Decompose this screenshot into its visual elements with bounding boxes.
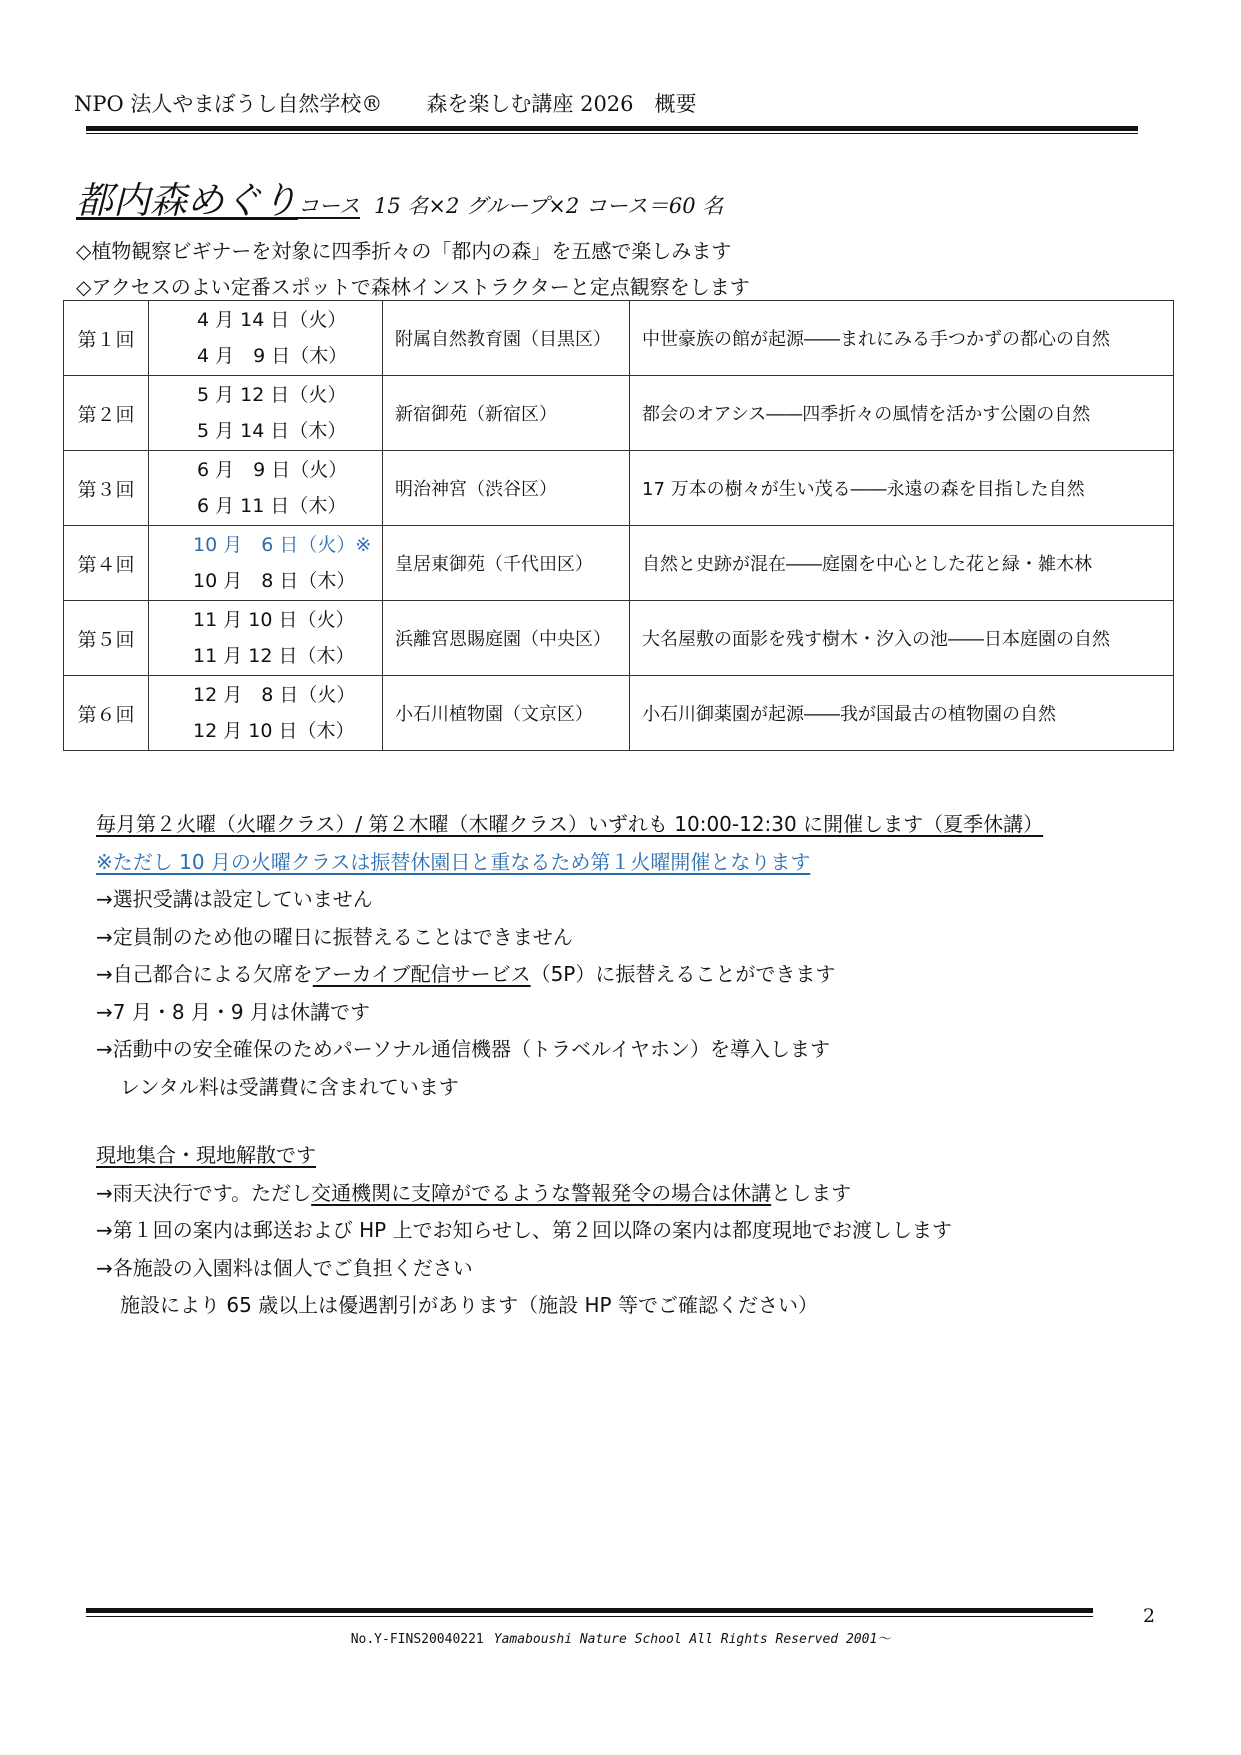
- note-line: →定員制のため他の曜日に振替えることはできません: [96, 924, 573, 949]
- course-title: [76, 170, 723, 224]
- session-description: 中世豪族の館が起源――まれにみる手つかずの都心の自然: [630, 301, 1174, 376]
- note-line: →第１回の案内は郵送および HP 上でお知らせし、第２回以降の案内は都度現地でお渡しします: [96, 1218, 952, 1242]
- session-number: 第５回: [64, 601, 149, 676]
- course-title-main: 都内森めぐり: [76, 179, 298, 222]
- session-dates: [149, 601, 383, 676]
- header-rule: [86, 126, 1138, 131]
- tuesday-date: 12 月 8 日（火）: [193, 684, 356, 706]
- session-description: 17 万本の樹々が生い茂る――永遠の森を目指した自然: [630, 451, 1174, 526]
- session-number: 第３回: [64, 451, 149, 526]
- tuesday-date: 4 月 14 日（火）: [197, 309, 347, 331]
- session-dates: [149, 301, 383, 376]
- note-line-archive: [96, 956, 1043, 994]
- thursday-date: 12 月 10 日（木）: [193, 720, 355, 742]
- table-row: [64, 676, 1174, 751]
- session-number: 第１回: [64, 301, 149, 376]
- footer-rule: [86, 1608, 1093, 1613]
- table-row: [64, 451, 1174, 526]
- schedule-table: [63, 300, 1174, 751]
- tuesday-date-highlighted: 10 月 6 日（火）※: [193, 534, 372, 556]
- session-description: 小石川御薬園が起源――我が国最古の植物園の自然: [630, 676, 1174, 751]
- page-number: 2: [1143, 1605, 1156, 1627]
- table-row: [64, 376, 1174, 451]
- table-row: [64, 301, 1174, 376]
- october-note: ※ただし 10 月の火曜クラスは振替休園日と重なるため第１火曜開催となります: [96, 849, 811, 874]
- tuesday-date: 11 月 10 日（火）: [193, 609, 355, 631]
- doc-title: 森を楽しむ講座 2026 概要: [426, 92, 697, 116]
- document-header: [74, 88, 697, 118]
- table-row: [64, 526, 1174, 601]
- intro-line-1: ◇植物観察ビギナーを対象に四季折々の「都内の森」を五感で楽しみます: [76, 239, 732, 263]
- rain-note: [96, 1175, 952, 1213]
- thursday-date: 5 月 14 日（木）: [197, 420, 347, 442]
- session-place: 明治神宮（渋谷区）: [383, 451, 630, 526]
- archive-service-link: アーカイブ配信サービス: [312, 962, 531, 986]
- copyright: Yamaboushi Nature School All Rights Reserved 2001～: [493, 1632, 891, 1647]
- note-line: →選択受講は設定していません: [96, 887, 373, 911]
- org-name: NPO 法人やまぼうし自然学校®: [74, 92, 383, 116]
- session-place: 浜離宮恩賜庭園（中央区）: [383, 601, 630, 676]
- session-dates: [149, 526, 383, 601]
- session-number: 第２回: [64, 376, 149, 451]
- session-place: 小石川植物園（文京区）: [383, 676, 630, 751]
- note-text: （5P）に振替えることができます: [530, 962, 836, 986]
- course-title-suffix: コース: [298, 194, 360, 218]
- session-description: 自然と史跡が混在――庭園を中心とした花と緑・雑木林: [630, 526, 1174, 601]
- thursday-date: 6 月 11 日（木）: [197, 495, 347, 517]
- meeting-notes: [96, 1137, 952, 1325]
- thursday-date: 11 月 12 日（木）: [193, 645, 355, 667]
- course-capacity: 15 名×2 グループ×2 コース＝60 名: [373, 194, 724, 218]
- intro-line-2: ◇アクセスのよい定番スポットで森林インストラクターと定点観察をします: [76, 275, 750, 299]
- note-line: レンタル料は受講費に含まれています: [120, 1074, 459, 1099]
- session-number: 第４回: [64, 526, 149, 601]
- meeting-headline: 現地集合・現地解散です: [96, 1143, 316, 1167]
- tuesday-date: 6 月 9 日（火）: [197, 459, 348, 481]
- note-text: →自己都合による欠席を: [96, 962, 313, 986]
- session-number: 第６回: [64, 676, 149, 751]
- note-line: 施設により 65 歳以上は優遇割引があります（施設 HP 等でご確認ください）: [120, 1293, 818, 1317]
- note-line: →各施設の入園料は個人でご負担ください: [96, 1255, 473, 1280]
- header-rule-thin: [86, 133, 1138, 134]
- document-code: No.Y-FINS20040221: [350, 1632, 484, 1647]
- session-place: 附属自然教育園（目黒区）: [383, 301, 630, 376]
- session-dates: [149, 376, 383, 451]
- note-text: →雨天決行です。ただし: [96, 1180, 312, 1205]
- note-text: とします: [771, 1180, 852, 1205]
- note-line: →7 月・8 月・9 月は休講です: [96, 999, 371, 1024]
- footer-rule-thin: [86, 1616, 1093, 1617]
- session-description: 大名屋敷の面影を残す樹木・汐入の池――日本庭園の自然: [630, 601, 1174, 676]
- session-place: 皇居東御苑（千代田区）: [383, 526, 630, 601]
- session-place: 新宿御苑（新宿区）: [383, 376, 630, 451]
- session-dates: [149, 676, 383, 751]
- note-line: →活動中の安全確保のためパーソナル通信機器（トラベルイヤホン）を導入します: [96, 1037, 830, 1061]
- document-footer: [0, 1628, 1241, 1647]
- session-dates: [149, 451, 383, 526]
- schedule-headline: 毎月第２火曜（火曜クラス）/ 第２木曜（木曜クラス）いずれも 10:00-12:30 に開催します（夏季休講）: [96, 812, 1044, 836]
- session-description: 都会のオアシス――四季折々の風情を活かす公園の自然: [630, 376, 1174, 451]
- cancellation-condition: 交通機関に支障がでるような警報発令の場合は休講: [311, 1180, 772, 1205]
- schedule-notes: [96, 806, 1043, 1106]
- thursday-date: 10 月 8 日（木）: [193, 570, 356, 592]
- table-row: [64, 601, 1174, 676]
- tuesday-date: 5 月 12 日（火）: [197, 384, 347, 406]
- thursday-date: 4 月 9 日（木）: [197, 345, 348, 367]
